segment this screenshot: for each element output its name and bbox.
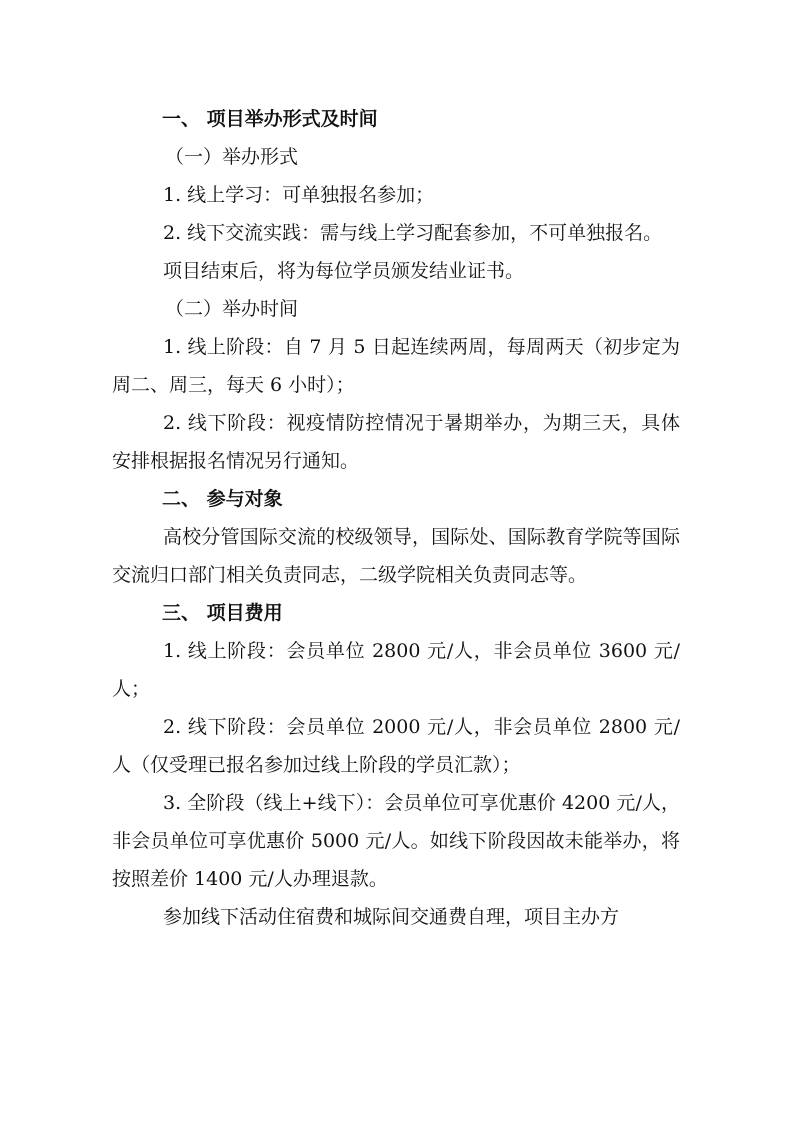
paragraph: 1. 线上阶段：自 7 月 5 日起连续两周，每周两天（初步定为周二、周三，每天 6 小时）； <box>112 336 680 396</box>
section-heading-1: 一、 项目举办形式及时间 <box>162 108 378 130</box>
subsection-title-time: （二）举办时间 <box>165 298 299 320</box>
paragraph: 参加线下活动住宿费和城际间交通费自理，项目主办方 <box>163 906 620 928</box>
section-heading-2: 二、 参与对象 <box>162 488 283 510</box>
paragraph: 3. 全阶段（线上+线下）：会员单位可享优惠价 4200 元/人，非会员单位可享优惠价 5000 元/人。如线下阶段因故未能举办，将按照差价 1400 元/人办理退款。 <box>112 792 680 890</box>
section-heading-3: 三、 项目费用 <box>162 602 283 624</box>
subsection-title-format: （一）举办形式 <box>165 146 299 168</box>
paragraph: 2. 线下阶段：会员单位 2000 元/人，非会员单位 2800 元/人（仅受理已报名参加过线上阶段的学员汇款）； <box>112 716 680 776</box>
paragraph: 1. 线上学习：可单独报名参加； <box>163 184 435 206</box>
paragraph: 2. 线下交流实践：需与线上学习配套参加，不可单独报名。 <box>163 222 663 244</box>
document-page <box>112 100 680 936</box>
paragraph: 项目结束后，将为每位学员颁发结业证书。 <box>163 260 525 282</box>
paragraph: 高校分管国际交流的校级领导，国际处、国际教育学院等国际交流归口部门相关负责同志，二级学院相关负责同志等。 <box>112 526 680 586</box>
paragraph: 2. 线下阶段：视疫情防控情况于暑期举办，为期三天，具体安排根据报名情况另行通知。 <box>112 412 680 472</box>
paragraph: 1. 线上阶段：会员单位 2800 元/人，非会员单位 3600 元/人； <box>112 640 680 700</box>
